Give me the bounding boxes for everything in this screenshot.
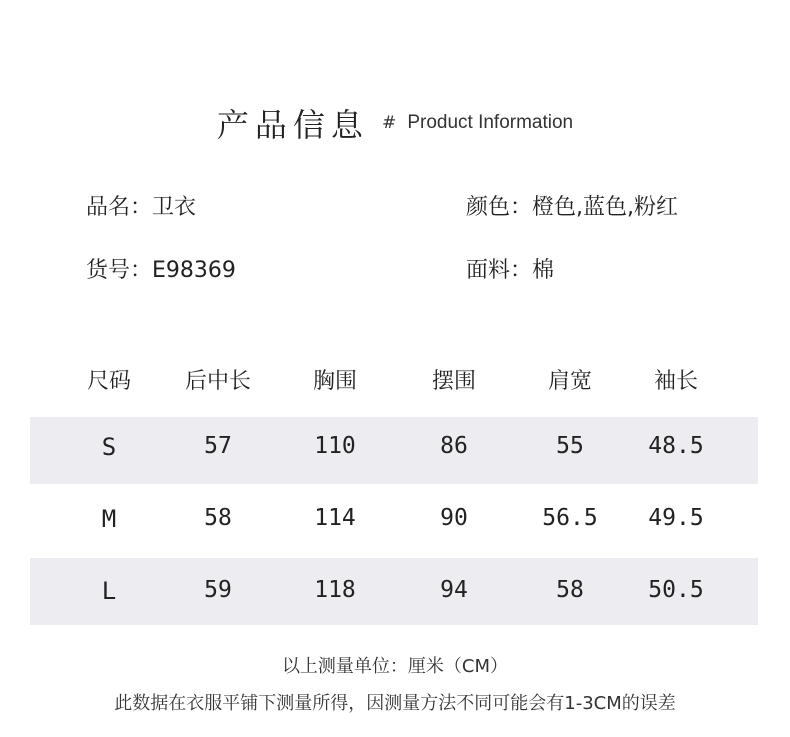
sleeve-cell: 50.5 (648, 577, 704, 603)
product-material-label: 面料： (466, 258, 533, 283)
shoulder-cell: 55 (556, 433, 584, 459)
hem-cell: 86 (440, 433, 468, 459)
product-name-value: 卫衣 (152, 195, 197, 220)
header-size: 尺码 (86, 369, 132, 394)
title-chinese: 产品信息 (216, 106, 369, 144)
title-hash-symbol: # (381, 113, 397, 133)
product-sku-value: E98369 (152, 258, 236, 283)
size-cell: L (101, 577, 117, 605)
unit-note: 以上测量单位：厘米（CM） (281, 656, 509, 677)
size-cell: S (101, 433, 117, 461)
chest-cell: 114 (314, 505, 356, 531)
product-name-label: 品名： (86, 195, 153, 220)
header-hem: 摆围 (431, 369, 477, 394)
chest-cell: 110 (314, 433, 356, 459)
back-length-cell: 57 (204, 433, 232, 459)
header-chest: 胸围 (312, 369, 358, 394)
shoulder-cell: 56.5 (542, 505, 598, 531)
table-row-l-cells (0, 577, 790, 611)
title-english: Product Information (407, 112, 574, 133)
back-length-cell: 59 (204, 577, 232, 603)
table-row-m-cells (0, 505, 790, 539)
header-sleeve: 袖长 (653, 369, 699, 394)
back-length-cell: 58 (204, 505, 232, 531)
hem-cell: 90 (440, 505, 468, 531)
sleeve-cell: 49.5 (648, 505, 704, 531)
product-sku-label: 货号： (86, 258, 153, 283)
product-color-label: 颜色： (466, 195, 533, 220)
measurement-disclaimer: 此数据在衣服平铺下测量所得，因测量方法不同可能会有1-3CM的误差 (114, 693, 676, 714)
product-material-value: 棉 (532, 258, 555, 283)
header-back-length: 后中长 (184, 369, 252, 394)
size-table-header (0, 364, 790, 394)
table-row-s-cells (0, 433, 790, 467)
product-color-value: 橙色,蓝色,粉红 (532, 195, 679, 220)
hem-cell: 94 (440, 577, 468, 603)
chest-cell: 118 (314, 577, 356, 603)
sleeve-cell: 48.5 (648, 433, 704, 459)
header-shoulder: 肩宽 (547, 369, 593, 394)
size-cell: M (101, 505, 117, 533)
shoulder-cell: 58 (556, 577, 584, 603)
